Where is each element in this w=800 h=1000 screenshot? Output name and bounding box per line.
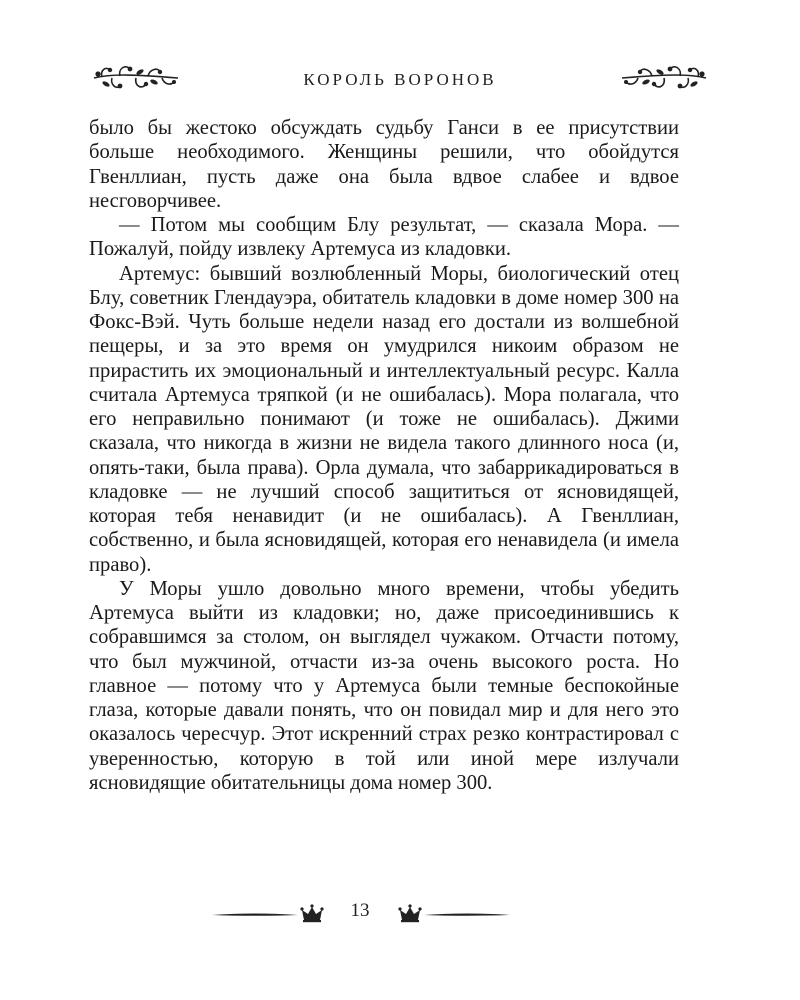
paragraph: было бы жестоко обсуждать судьбу Ганси в ее присутствии больше необходимого. Женщины решили, что обойдутся Гвенллиан, пусть даже она была вдвое слабее и вдвое несговорчивее.: [89, 117, 679, 212]
running-title: КОРОЛЬ ВОРОНОВ: [303, 70, 497, 89]
crown-rule-ornament-icon: [210, 904, 342, 924]
floral-vine-ornament-icon: [618, 60, 710, 98]
body-text: [89, 116, 679, 795]
crown-rule-ornament-icon: [380, 904, 512, 924]
page-number: 13: [350, 900, 370, 921]
paragraph: — Потом мы сообщим Блу результат, — сказала Мора. — Пожалуй, пойду извлеку Артемуса из кладовки.: [89, 214, 679, 261]
page-footer: [210, 898, 510, 928]
running-header: [90, 60, 710, 110]
paragraph: У Моры ушло довольно много времени, чтобы убедить Артемуса выйти из кладовки; но, даже присоединившись к собравшимся за столом, он выглядел чужаком. Отчасти потому, что был мужчиной, отчасти из-за очень высокого роста. Но главное — потому что у Артемуса были темные беспокойные глаза, которые давали понять, что он повидал мир и для него это оказалось чересчур. Этот искренний страх резко контрастировал с уверенностью, которую в той или иной мере излучали ясновидящие обитательницы дома номер 300.: [89, 577, 679, 794]
paragraph: Артемус: бывший возлюбленный Моры, биологический отец Блу, советник Глендауэра, обитатель кладовки в доме номер 300 на Фокс-Вэй. Чуть больше недели назад его достали из волшебной пещеры, и за это время он умудрился никоим образом не прирастить их эмоциональный и интеллектуальный ресурс. Калла считала Артемуса тряпкой (и не ошибалась). Мора полагала, что его неправильно понимают (и тоже не ошибалась). Джими сказала, что никогда в жизни не видела такого длинного носа (и, опять-таки, была права). Орла думала, что забаррикадироваться в кладовке — не лучший способ защититься от ясновидящей, которая тебя ненавидит (и не ошибалась). А Гвенллиан, собственно, и была ясновидящей, которая его ненавидела (и имела право).: [89, 262, 679, 576]
